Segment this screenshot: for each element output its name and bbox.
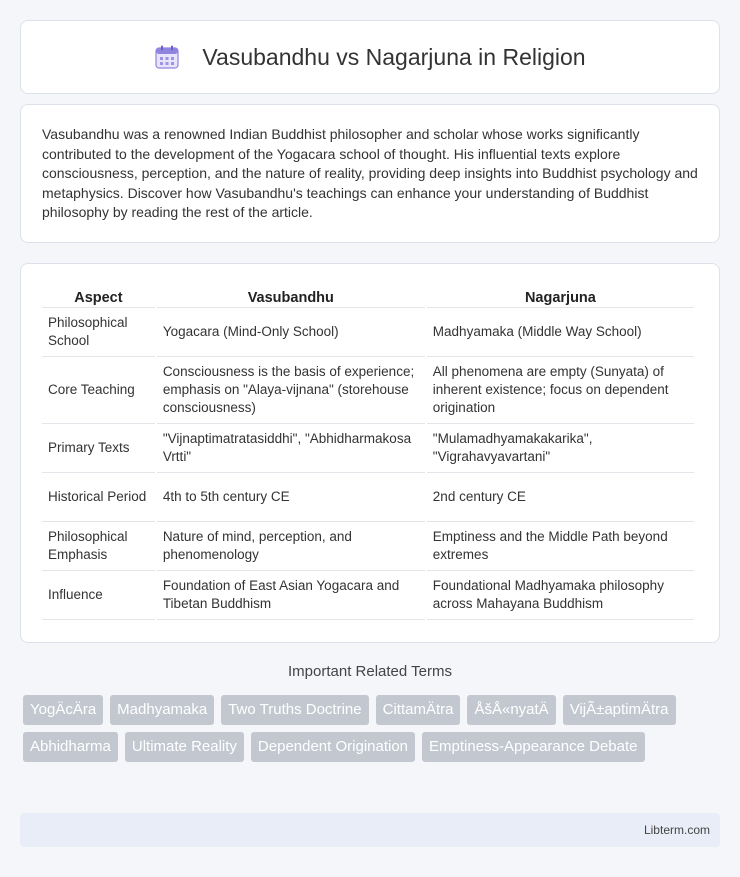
cell-aspect: Core Teaching	[42, 357, 155, 424]
table-row	[42, 473, 694, 522]
page-title: Vasubandhu vs Nagarjuna in Religion	[202, 43, 586, 70]
cell-vasubandhu: Consciousness is the basis of experience; emphasis on "Alaya-vijnana" (storehouse consciousness)	[157, 357, 425, 424]
cell-aspect: Historical Period	[42, 473, 155, 522]
table-row	[42, 571, 694, 620]
cell-vasubandhu: "Vijnaptimatratasiddhi", "Abhidharmakosa Vrtti"	[157, 424, 425, 473]
table-row	[42, 308, 694, 357]
cell-nagarjuna: Foundational Madhyamaka philosophy across Mahayana Buddhism	[427, 571, 694, 620]
comparison-table	[40, 286, 696, 620]
cell-nagarjuna: Emptiness and the Middle Path beyond extremes	[427, 522, 694, 571]
cell-nagarjuna: All phenomena are empty (Sunyata) of inherent existence; focus on dependent origination	[427, 357, 694, 424]
cell-nagarjuna: "Mulamadhyamakakarika", "Vigrahavyavartani"	[427, 424, 694, 473]
related-term-tag[interactable]: Ultimate Reality	[125, 732, 244, 762]
header-nagarjuna: Nagarjuna	[427, 286, 694, 308]
table-row	[42, 522, 694, 571]
related-term-tag[interactable]: Abhidharma	[23, 732, 118, 762]
header-vasubandhu: Vasubandhu	[157, 286, 425, 308]
related-term-tag[interactable]: VijÃ±aptimÄtra	[563, 695, 676, 725]
cell-aspect: Philosophical Emphasis	[42, 522, 155, 571]
cell-vasubandhu: Yogacara (Mind-Only School)	[157, 308, 425, 357]
table-row	[42, 424, 694, 473]
table-header-row	[42, 286, 694, 308]
comparison-card	[20, 263, 720, 643]
cell-vasubandhu: Foundation of East Asian Yogacara and Tibetan Buddhism	[157, 571, 425, 620]
footer-site-link[interactable]: Libterm.com	[643, 823, 710, 837]
footer	[20, 813, 720, 847]
related-term-tag[interactable]: YogÄcÄra	[23, 695, 103, 725]
calendar-icon	[154, 44, 180, 70]
cell-aspect: Primary Texts	[42, 424, 155, 473]
intro-paragraph: Vasubandhu was a renowned Indian Buddhist philosopher and scholar whose works significantly contributed to the development of the Yogacara school of thought. His influential texts explore consciousness, perception, and the nature of reality, providing deep insights into Buddhist psychology and metaphysics. Discover how Vasubandhu's teachings can enhance your understanding of Buddhist philosophy by reading the rest of the article.	[42, 126, 698, 221]
related-terms-list	[23, 695, 703, 762]
related-term-tag[interactable]: CittamÄtra	[376, 695, 461, 725]
cell-aspect: Philosophical School	[42, 308, 155, 357]
cell-nagarjuna: 2nd century CE	[427, 473, 694, 522]
table-row	[42, 357, 694, 424]
cell-aspect: Influence	[42, 571, 155, 620]
related-terms-heading: Important Related Terms	[288, 663, 452, 680]
cell-vasubandhu: Nature of mind, perception, and phenomenology	[157, 522, 425, 571]
related-term-tag[interactable]: Madhyamaka	[110, 695, 214, 725]
intro-card	[20, 104, 720, 243]
cell-vasubandhu: 4th to 5th century CE	[157, 473, 425, 522]
related-term-tag[interactable]: Emptiness-Appearance Debate	[422, 732, 644, 762]
related-term-tag[interactable]: Two Truths Doctrine	[221, 695, 368, 725]
cell-nagarjuna: Madhyamaka (Middle Way School)	[427, 308, 694, 357]
related-term-tag[interactable]: Dependent Origination	[251, 732, 415, 762]
related-term-tag[interactable]: ÅšÅ«nyatÄ	[467, 695, 555, 725]
header-aspect: Aspect	[42, 286, 155, 308]
title-card	[20, 20, 720, 94]
